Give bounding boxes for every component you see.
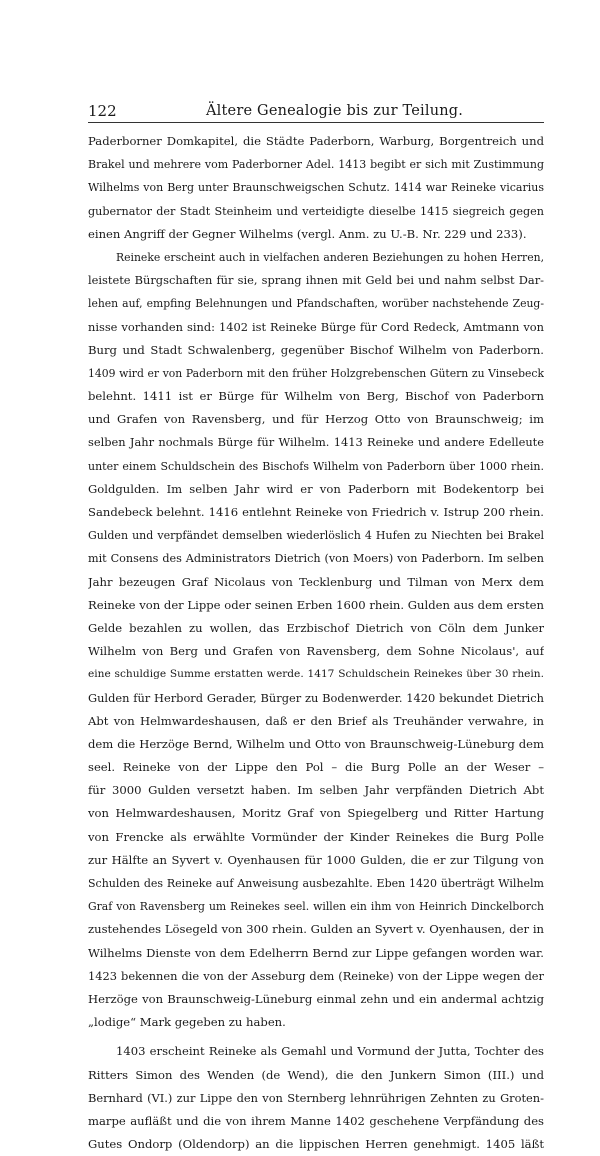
text-line: Reineke erscheint auch in vielfachen anderen Beziehungen zu hohen Herren,: [116, 250, 544, 264]
page-number: 122: [88, 102, 117, 120]
page-header: [88, 102, 544, 123]
text-line: zustehendes Lösegeld von 300 rhein. Gulden an Syvert v. Oyenhausen, der in: [88, 922, 544, 937]
running-head: Ältere Genealogie bis zur Teilung.: [206, 103, 464, 119]
text-line: „lodige“ Mark gegeben zu haben.: [88, 1015, 286, 1030]
text-line: leistete Bürgschaften für sie, sprang ihnen mit Geld bei und nahm selbst Dar-: [88, 273, 544, 288]
body-text: [88, 130, 544, 1156]
text-line: einen Angriff der Gegner Wilhelms (vergl. Anm. zu U.-B. Nr. 229 und 233).: [88, 226, 527, 241]
text-line: marpe aufläßt und die von ihrem Manne 1402 geschehene Verpfändung des: [88, 1113, 544, 1128]
text-line: Wilhelms von Berg unter Braunschweigschen Schutz. 1414 war Reineke vicarius: [88, 181, 544, 195]
text-line: Paderborner Domkapitel, die Städte Paderborn, Warburg, Borgentreich und: [88, 134, 544, 148]
text-line: von Frencke als erwählte Vormünder der Kinder Reinekes die Burg Polle: [88, 829, 544, 844]
text-line: mit Consens des Administrators Dietrich (von Moers) von Paderborn. Im selben: [88, 552, 544, 566]
text-line: eine schuldige Summe erstatten werde. 1417 Schuldschein Reinekes über 30 rhein.: [88, 668, 544, 681]
text-line: Goldgulden. Im selben Jahr wird er von Paderborn mit Bodekentorp bei: [88, 481, 544, 496]
text-line: von Helmwardeshausen, Moritz Graf von Spiegelberg und Ritter Hartung: [88, 806, 544, 821]
text-line: belehnt. 1411 ist er Bürge für Wilhelm von Berg, Bischof von Paderborn: [88, 389, 544, 404]
text-line: Reineke von der Lippe oder seinen Erben 1600 rhein. Gulden aus dem ersten: [88, 597, 544, 612]
text-line: Wilhelm von Berg und Grafen von Ravensberg, dem Sohne Nicolaus', auf: [88, 644, 544, 659]
text-line: Schulden des Reineke auf Anweisung ausbezahlte. Eben 1420 überträgt Wilhelm: [88, 877, 544, 890]
text-line: lehen auf, empfing Belehnungen und Pfandschaften, worüber nachstehende Zeug-: [88, 297, 544, 311]
text-line: Gelde bezahlen zu wollen, das Erzbischof Dietrich von Cöln dem Junker: [88, 620, 544, 635]
text-line: gubernator der Stadt Steinheim und verteidigte dieselbe 1415 siegreich gegen: [88, 204, 544, 218]
text-line: und Grafen von Ravensberg, und für Herzog Otto von Braunschweig; im: [88, 412, 544, 427]
text-line: für 3000 Gulden versetzt haben. Im selben Jahr verpfänden Dietrich Abt: [88, 783, 544, 798]
text-line: Gutes Ondorp (Oldendorp) an die lippischen Herren genehmigt. 1405 läßt: [88, 1137, 544, 1152]
text-line: Brakel und mehrere vom Paderborner Adel. 1413 begibt er sich mit Zustimmung: [88, 158, 544, 172]
text-line: Jahr bezeugen Graf Nicolaus von Tecklenburg und Tilman von Merx dem: [88, 574, 544, 589]
text-line: unter einem Schuldschein des Bischofs Wilhelm von Paderborn über 1000 rhein.: [88, 459, 544, 473]
text-line: Graf von Ravensberg um Reinekes seel. willen ein ihm von Heinrich Dinckelborch: [88, 900, 544, 914]
text-line: Abt von Helmwardeshausen, daß er den Brief als Treuhänder verwahre, in: [88, 713, 544, 728]
text-line: seel. Reineke von der Lippe den Pol – die Burg Polle an der Weser –: [88, 760, 544, 775]
text-line: 1403 erscheint Reineke als Gemahl und Vormund der Jutta, Tochter des: [116, 1044, 544, 1059]
text-line: nisse vorhanden sind: 1402 ist Reineke Bürge für Cord Redeck, Amtmann von: [88, 319, 544, 334]
text-line: Burg und Stadt Schwalenberg, gegenüber Bischof Wilhelm von Paderborn.: [88, 342, 544, 357]
text-line: zur Hälfte an Syvert v. Oyenhausen für 1000 Gulden, die er zur Tilgung von: [88, 852, 544, 867]
text-line: Sandebeck belehnt. 1416 entlehnt Reineke von Friedrich v. Istrup 200 rhein.: [88, 505, 544, 519]
text-line: Wilhelms Dienste von dem Edelherrn Bernd zur Lippe gefangen worden war.: [88, 945, 544, 960]
text-line: Bernhard (VI.) zur Lippe den von Sternberg lehnrührigen Zehnten zu Groten-: [88, 1090, 544, 1105]
text-line: 1423 bekennen die von der Asseburg dem (Reineke) von der Lippe wegen der: [88, 968, 544, 983]
text-line: selben Jahr nochmals Bürge für Wilhelm. 1413 Reineke und andere Edelleute: [88, 435, 544, 450]
text-line: Herzöge von Braunschweig-Lüneburg einmal zehn und ein andermal achtzig: [88, 991, 544, 1006]
text-line: dem die Herzöge Bernd, Wilhelm und Otto von Braunschweig-Lüneburg dem: [88, 736, 544, 751]
text-line: Gulden und verpfändet demselben wiederlöslich 4 Hufen zu Niechten bei Brakel: [88, 529, 544, 543]
text-line: Ritters Simon des Wenden (de Wend), die den Junkern Simon (III.) und: [88, 1067, 544, 1082]
text-line: 1409 wird er von Paderborn mit den früher Holzgrebenschen Gütern zu Vinsebeck: [88, 366, 544, 380]
text-line: Gulden für Herbord Gerader, Bürger zu Bodenwerder. 1420 bekundet Dietrich: [88, 690, 544, 705]
